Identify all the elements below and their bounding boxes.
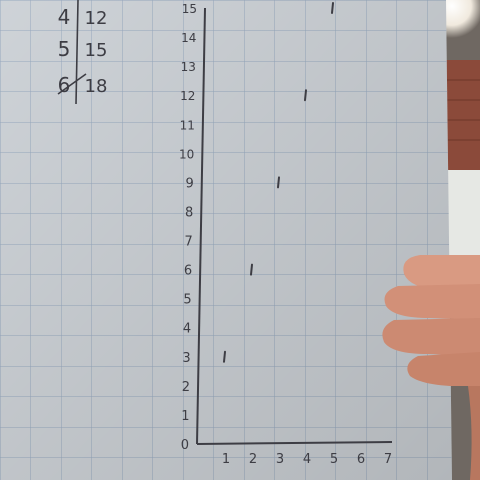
x-tick-label: 2: [248, 452, 258, 467]
x-tick-label: 1: [221, 452, 231, 467]
table-y-value: 18: [84, 76, 108, 97]
x-tick-label: 7: [383, 452, 393, 467]
y-tick-label: 11: [179, 118, 195, 133]
y-tick-label: 13: [180, 60, 196, 75]
x-tick-label: 3: [275, 452, 285, 467]
x-tick-label: 4: [302, 452, 312, 467]
x-tick-label: 6: [356, 452, 366, 467]
y-tick-label: 7: [184, 234, 193, 250]
y-tick-label: 4: [182, 321, 192, 337]
table-y-value: 12: [84, 8, 108, 29]
y-tick-label: 2: [181, 379, 191, 395]
data-point: [305, 90, 306, 100]
table-x-value: 5: [57, 37, 71, 61]
y-tick-label: 10: [179, 147, 195, 162]
data-point: [224, 352, 225, 362]
hand-finger-2: [382, 318, 480, 356]
y-tick-label: 8: [184, 205, 194, 221]
table-x-value: 4: [57, 5, 71, 29]
y-tick-label: 14: [181, 31, 197, 46]
y-tick-label: 9: [185, 176, 194, 192]
y-tick-label: 3: [182, 350, 191, 366]
data-point: [251, 265, 252, 275]
y-tick-label: 0: [180, 438, 189, 453]
y-tick-label: 5: [183, 292, 192, 308]
table-x-value: 6: [57, 73, 71, 97]
x-tick-label: 5: [329, 452, 339, 467]
y-tick-label: 6: [183, 263, 193, 279]
y-tick-label: 15: [181, 2, 197, 16]
y-tick-label: 12: [180, 89, 196, 104]
data-point: [278, 177, 279, 187]
data-point: [332, 3, 333, 13]
y-tick-label: 1: [181, 408, 190, 424]
table-y-value: 15: [84, 40, 108, 61]
whiteboard: [446, 170, 480, 260]
